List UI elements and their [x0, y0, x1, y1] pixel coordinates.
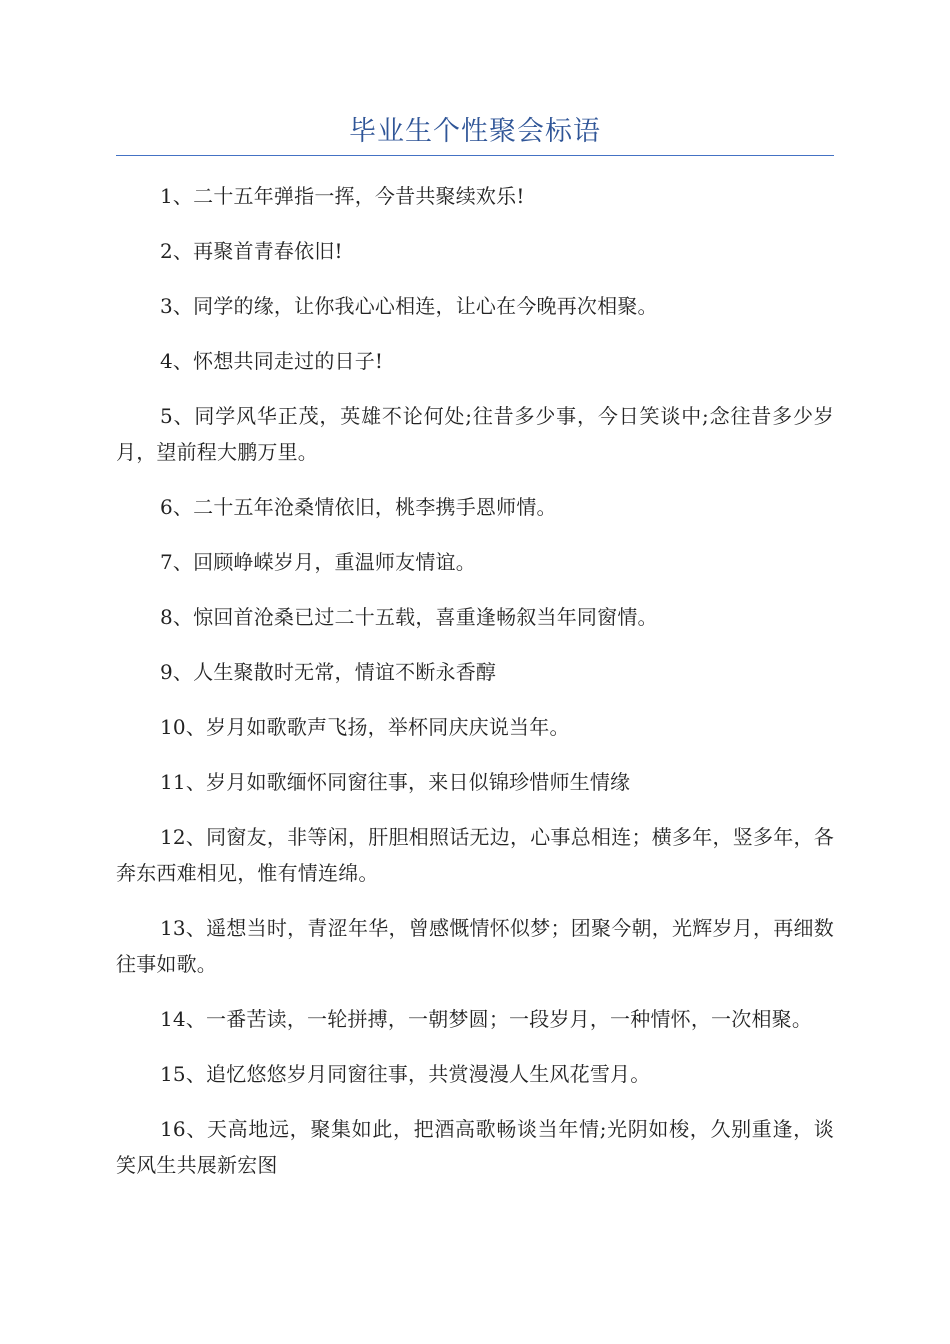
slogan-item: 2、再聚首青春依旧!: [160, 239, 343, 263]
slogan-item: 16、天高地远，聚集如此，把酒高歌畅谈当年情;光阴如梭，久别重逢，谈笑风生共展新宏图: [116, 1117, 834, 1177]
slogan-item: 6、二十五年沧桑情依旧，桃李携手恩师情。: [160, 495, 557, 519]
slogan-item: 13、遥想当时，青涩年华，曾感慨情怀似梦；团聚今朝，光辉岁月，再细数往事如歌。: [116, 916, 834, 976]
slogan-item: 7、回顾峥嵘岁月，重温师友情谊。: [160, 550, 476, 574]
slogan-item: 4、怀想共同走过的日子!: [160, 349, 384, 373]
document-body: [116, 178, 834, 1202]
slogan-item: 12、同窗友，非等闲，肝胆相照话无边，心事总相连；横多年，竖多年，各奔东西难相见，惟有情连绵。: [116, 825, 834, 885]
slogan-item: 9、人生聚散时无常，情谊不断永香醇: [160, 660, 497, 684]
slogan-item: 1、二十五年弹指一挥，今昔共聚续欢乐!: [160, 184, 525, 208]
slogan-item: 15、追忆悠悠岁月同窗往事，共赏漫漫人生风花雪月。: [160, 1062, 651, 1086]
slogan-item: 10、岁月如歌歌声飞扬，举杯同庆庆说当年。: [160, 715, 570, 739]
slogan-item: 14、一番苦读，一轮拼搏，一朝梦圆；一段岁月，一种情怀，一次相聚。: [160, 1007, 813, 1031]
slogan-item: 11、岁月如歌缅怀同窗往事，来日似锦珍惜师生情缘: [160, 770, 631, 794]
title-underline: [116, 155, 834, 156]
document-title: 毕业生个性聚会标语: [349, 116, 601, 147]
slogan-item: 5、同学风华正茂，英雄不论何处;往昔多少事，今日笑谈中;念往昔多少岁月，望前程大鹏万里。: [116, 404, 834, 464]
slogan-item: 8、惊回首沧桑已过二十五载，喜重逢畅叙当年同窗情。: [160, 605, 658, 629]
slogan-item: 3、同学的缘，让你我心心相连，让心在今晚再次相聚。: [160, 294, 658, 318]
